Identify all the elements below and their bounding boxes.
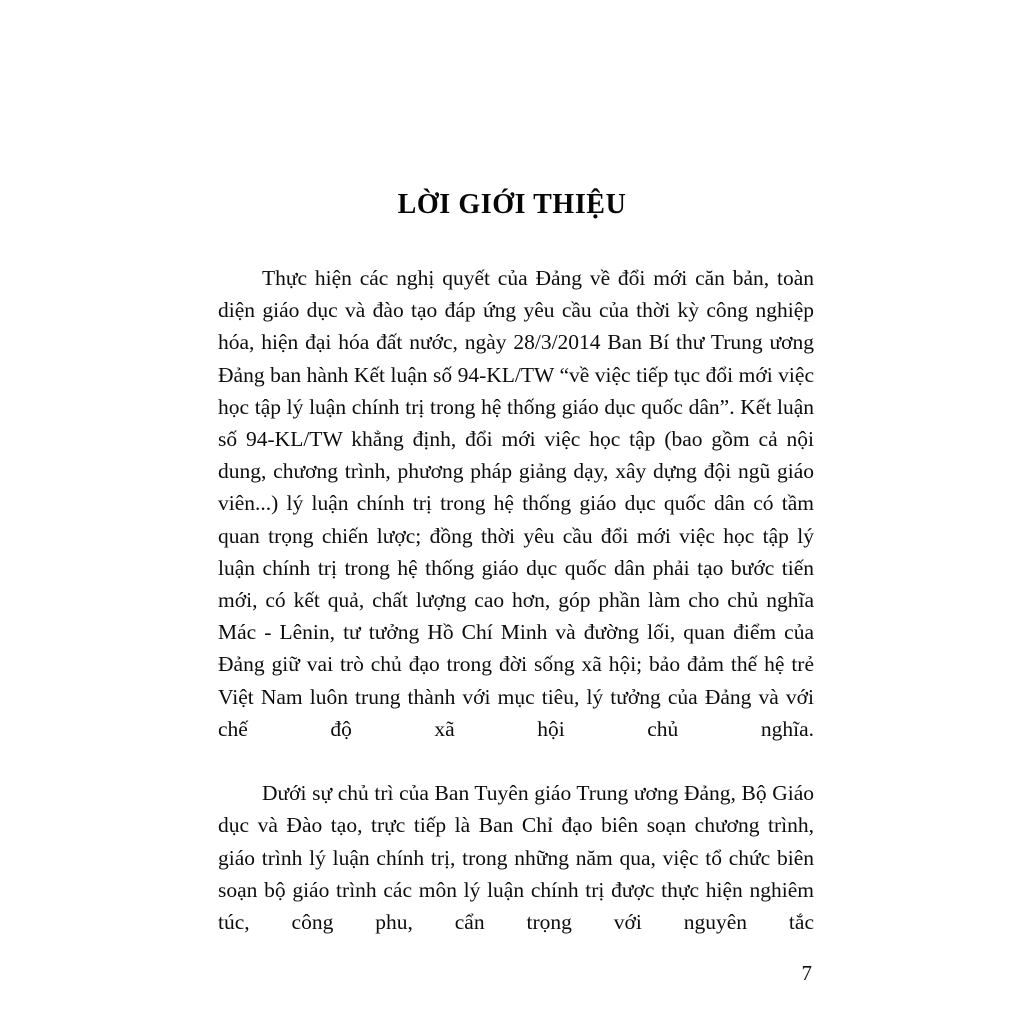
page-number: 7 <box>801 961 812 985</box>
body-paragraph: Dưới sự chủ trì của Ban Tuyên giáo Trung ương Đảng, Bộ Giáo dục và Đào tạo, trực tiếp là Ban Chỉ đạo biên soạn chương trình, giáo trình lý luận chính trị, trong những năm qua, việc tổ chức biên soạn bộ giáo trình các môn lý luận chính trị được thực hiện nghiêm túc, công phu, cẩn trọng với nguyên tắc <box>218 781 814 935</box>
body-paragraph: Thực hiện các nghị quyết của Đảng về đổi mới căn bản, toàn diện giáo dục và đào tạo đáp ứng yêu cầu của thời kỳ công nghiệp hóa, hiện đại hóa đất nước, ngày 28/3/2014 Ban Bí thư Trung ương Đảng ban hành Kết luận số 94-KL/TW “về việc tiếp tục đổi mới việc học tập lý luận chính trị trong hệ thống giáo dục quốc dân”. Kết luận số 94-KL/TW khẳng định, đổi mới việc học tập (bao gồm cả nội dung, chương trình, phương pháp giảng dạy, xây dựng đội ngũ giáo viên...) lý luận chính trị trong hệ thống giáo dục quốc dân có tầm quan trọng chiến lược; đồng thời yêu cầu đổi mới việc học tập lý luận chính trị trong hệ thống giáo dục quốc dân phải tạo bước tiến mới, có kết quả, chất lượng cao hơn, góp phần làm cho chủ nghĩa Mác - Lênin, tư tưởng Hồ Chí Minh và đường lối, quan điểm của Đảng giữ vai trò chủ đạo trong đời sống xã hội; bảo đảm thế hệ trẻ Việt Nam luôn trung thành với mục tiêu, lý tưởng của Đảng và với chế độ xã hội chủ nghĩa. <box>218 266 814 741</box>
page-title: LỜI GIỚI THIỆU <box>397 188 627 220</box>
body-text-column <box>218 262 814 970</box>
